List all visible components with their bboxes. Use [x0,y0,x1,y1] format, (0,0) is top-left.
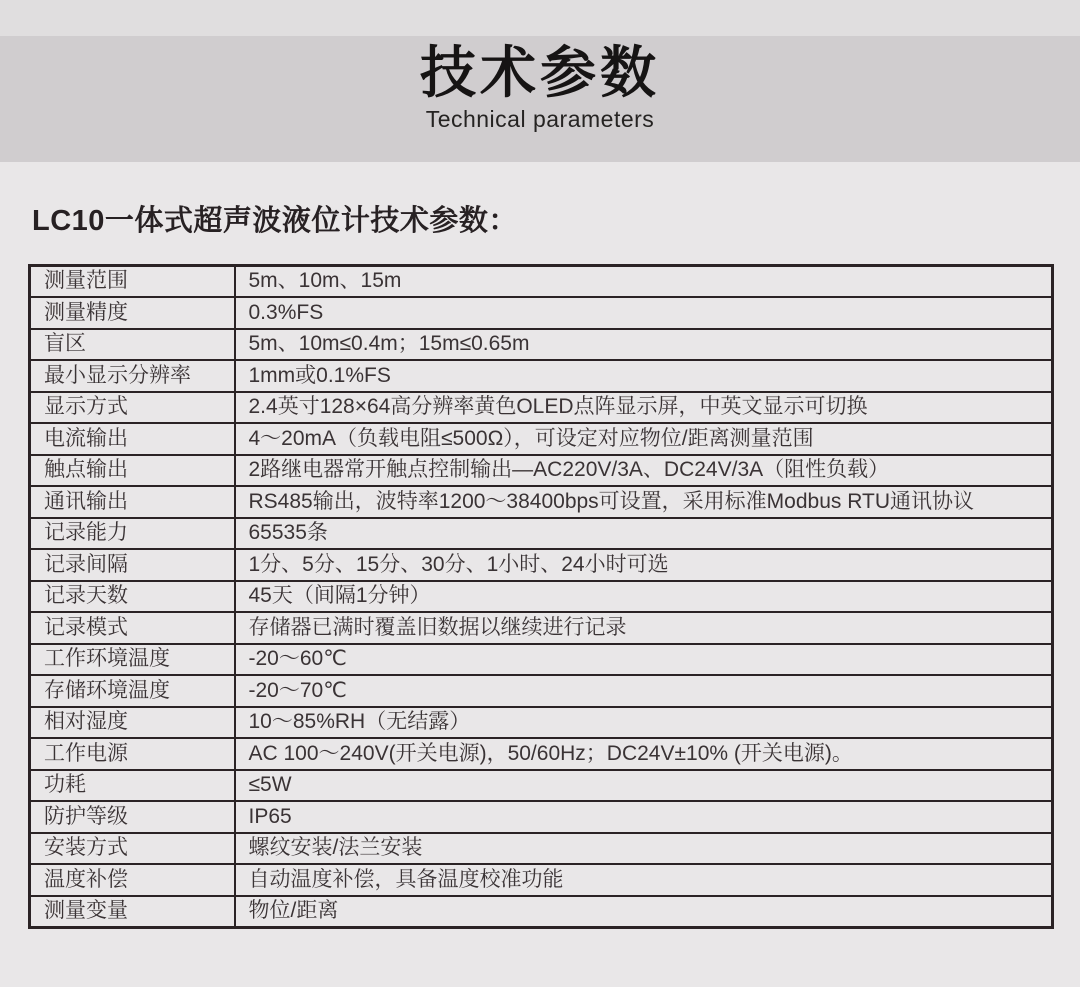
table-row [30,486,1053,518]
table-row [30,770,1053,802]
param-value-cell: 螺纹安装/法兰安装 [235,833,1053,865]
param-value-cell: -20～70℃ [235,675,1053,707]
param-label-cell: 温度补偿 [30,864,235,896]
page-title: 技术参数 [420,41,660,104]
table-row [30,896,1053,928]
table-row [30,423,1053,455]
param-label-cell: 显示方式 [30,392,235,424]
spec-table [28,264,1054,929]
param-value-cell: 10～85%RH（无结露） [235,707,1053,739]
page-subtitle: Technical parameters [425,105,655,132]
param-value-cell: RS485输出，波特率1200～38400bps可设置，采用标准Modbus RTU通讯协议 [235,486,1053,518]
param-label-cell: 测量变量 [30,896,235,928]
param-value-cell: 物位/距离 [235,896,1053,928]
param-value-cell: 2路继电器常开触点控制输出—AC220V/3A、DC24V/3A（阻性负载） [235,455,1053,487]
param-label-cell: 通讯输出 [30,486,235,518]
param-value-cell: 5m、10m、15m [235,266,1053,298]
table-row [30,360,1053,392]
param-label-cell: 测量范围 [30,266,235,298]
table-row [30,675,1053,707]
param-label-cell: 触点输出 [30,455,235,487]
param-value-cell: -20～60℃ [235,644,1053,676]
param-label-cell: 工作环境温度 [30,644,235,676]
param-label-cell: 安装方式 [30,833,235,865]
param-label-cell: 记录天数 [30,581,235,613]
param-label-cell: 存储环境温度 [30,675,235,707]
param-label-cell: 记录能力 [30,518,235,550]
section-heading: LC10一体式超声波液位计技术参数： [32,205,518,237]
param-value-cell: 1分、5分、15分、30分、1小时、24小时可选 [235,549,1053,581]
param-value-cell: 存储器已满时覆盖旧数据以继续进行记录 [235,612,1053,644]
param-label-cell: 防护等级 [30,801,235,833]
table-row [30,392,1053,424]
table-row [30,644,1053,676]
param-value-cell: 自动温度补偿，具备温度校准功能 [235,864,1053,896]
top-strip [0,0,1080,36]
table-row [30,833,1053,865]
param-label-cell: 工作电源 [30,738,235,770]
param-label-cell: 最小显示分辨率 [30,360,235,392]
param-label-cell: 相对湿度 [30,707,235,739]
param-value-cell: ≤5W [235,770,1053,802]
spec-table-body [30,266,1053,928]
table-row [30,455,1053,487]
table-row [30,549,1053,581]
table-row [30,581,1053,613]
table-row [30,738,1053,770]
param-value-cell: 4～20mA（负载电阻≤500Ω），可设定对应物位/距离测量范围 [235,423,1053,455]
header-band [0,36,1080,162]
param-label-cell: 盲区 [30,329,235,361]
param-value-cell: 2.4英寸128×64高分辨率黄色OLED点阵显示屏，中英文显示可切换 [235,392,1053,424]
table-row [30,612,1053,644]
table-row [30,707,1053,739]
table-row [30,329,1053,361]
param-label-cell: 功耗 [30,770,235,802]
param-value-cell: 1mm或0.1%FS [235,360,1053,392]
param-value-cell: 45天（间隔1分钟） [235,581,1053,613]
table-row [30,266,1053,298]
param-value-cell: 0.3%FS [235,297,1053,329]
param-label-cell: 电流输出 [30,423,235,455]
table-row [30,801,1053,833]
param-value-cell: AC 100～240V(开关电源)，50/60Hz；DC24V±10% (开关电源)。 [235,738,1053,770]
table-row [30,864,1053,896]
param-label-cell: 记录模式 [30,612,235,644]
table-row [30,518,1053,550]
param-value-cell: IP65 [235,801,1053,833]
param-value-cell: 5m、10m≤0.4m；15m≤0.65m [235,329,1053,361]
param-label-cell: 测量精度 [30,297,235,329]
param-value-cell: 65535条 [235,518,1053,550]
table-row [30,297,1053,329]
param-label-cell: 记录间隔 [30,549,235,581]
